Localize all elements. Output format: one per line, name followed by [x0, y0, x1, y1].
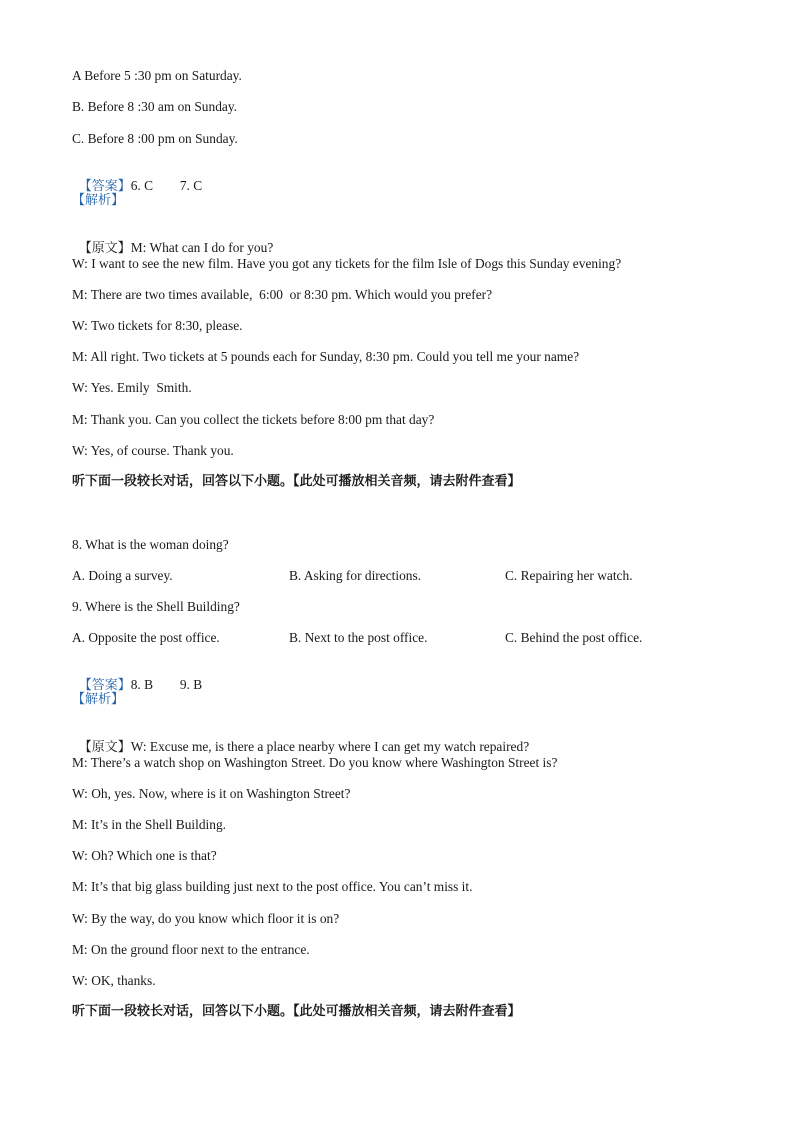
transcript-line: W: Yes. Emily Smith. [72, 380, 192, 395]
answer-text: 8. B 9. B [130, 677, 203, 692]
q8-option-a: A. Doing a survey. [72, 568, 173, 583]
transcript-line: W: I want to see the new film. Have you got any tickets for the film Isle of Dogs this Sunday evening? [72, 256, 622, 271]
transcript-line: M: It’s that big glass building just next to the post office. You can’t miss it. [72, 879, 473, 894]
q9-option-c: C. Behind the post office. [505, 630, 643, 645]
analysis-tag: 【解析】 [72, 193, 125, 208]
transcript-line: M: On the ground floor next to the entrance. [72, 942, 310, 957]
transcript-line: M: It’s in the Shell Building. [72, 817, 226, 832]
transcript-first-line [72, 723, 529, 756]
answer-tag: 【答案】 [78, 678, 131, 693]
transcript-line: W: Two tickets for 8:30, please. [72, 318, 243, 333]
listening-instruction: 听下面一段较长对话，回答以下小题。【此处可播放相关音频，请去附件查看】 [72, 474, 521, 489]
listening-instruction: 听下面一段较长对话，回答以下小题。【此处可播放相关音频，请去附件查看】 [72, 1004, 521, 1019]
transcript-line: W: By the way, do you know which floor it is on? [72, 911, 340, 926]
transcript-line: M: There are two times available, 6:00 or 8:30 pm. Which would you prefer? [72, 287, 493, 302]
answer-line [72, 661, 202, 694]
transcript-text: W: Excuse me, is there a place nearby where I can get my watch repaired? [130, 739, 530, 754]
transcript-line: W: Oh? Which one is that? [72, 848, 217, 863]
transcript-text: M: What can I do for you? [130, 240, 274, 255]
transcript-line: W: Yes, of course. Thank you. [72, 443, 234, 458]
answer-line [72, 162, 202, 195]
answer-tag: 【答案】 [78, 179, 131, 194]
question-8: 8. What is the woman doing? [72, 537, 229, 552]
q9-option-a: A. Opposite the post office. [72, 630, 220, 645]
q9-option-b: B. Next to the post office. [289, 630, 428, 645]
option-c: C. Before 8 :00 pm on Sunday. [72, 131, 238, 146]
option-b: B. Before 8 :30 am on Sunday. [72, 99, 238, 114]
answer-text: 6. C 7. C [130, 178, 203, 193]
transcript-line: W: OK, thanks. [72, 973, 156, 988]
analysis-tag: 【解析】 [72, 692, 125, 707]
transcript-line: M: There’s a watch shop on Washington Street. Do you know where Washington Street is? [72, 755, 558, 770]
transcript-tag: 【原文】 [78, 740, 131, 755]
q8-option-c: C. Repairing her watch. [505, 568, 633, 583]
transcript-tag: 【原文】 [78, 241, 131, 256]
transcript-line: M: Thank you. Can you collect the tickets before 8:00 pm that day? [72, 412, 435, 427]
transcript-line: M: All right. Two tickets at 5 pounds each for Sunday, 8:30 pm. Could you tell me your name? [72, 349, 580, 364]
option-a: A Before 5 :30 pm on Saturday. [72, 68, 242, 83]
transcript-line: W: Oh, yes. Now, where is it on Washington Street? [72, 786, 351, 801]
transcript-first-line [72, 224, 273, 257]
question-9: 9. Where is the Shell Building? [72, 599, 240, 614]
q8-option-b: B. Asking for directions. [289, 568, 422, 583]
